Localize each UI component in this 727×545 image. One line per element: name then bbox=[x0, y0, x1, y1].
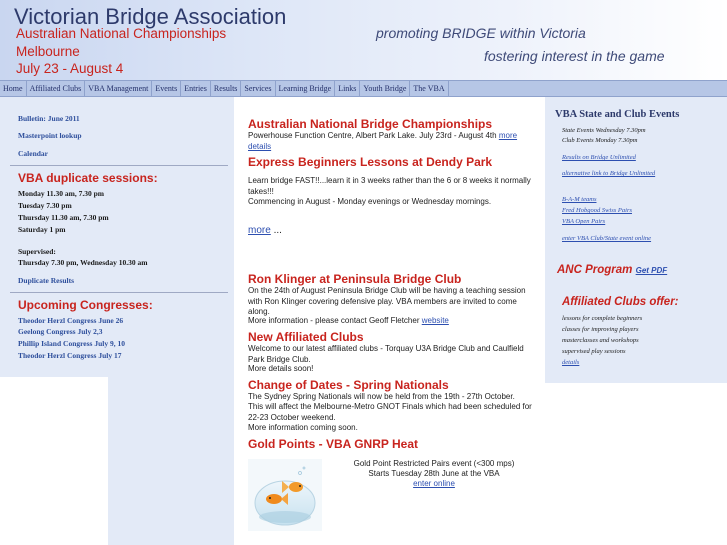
congress-link[interactable]: Theodor Herzl Congress July 17 bbox=[18, 351, 122, 360]
alternative-bridge-unlimited-link[interactable]: alternative link to Bridge Unlimited bbox=[562, 170, 656, 177]
divider bbox=[10, 165, 228, 166]
new-clubs-text-2: More details soon! bbox=[248, 364, 314, 373]
anc-text: Powerhouse Function Centre, Albert Park Lake. July 23rd - August 4th more details bbox=[248, 131, 518, 151]
right-sidebar bbox=[545, 97, 727, 545]
change-text-3: More information coming soon. bbox=[248, 423, 358, 432]
affiliated-clubs-offer-heading: Affiliated Clubs offer: bbox=[562, 296, 679, 308]
nav-affiliated-clubs[interactable]: Affiliated Clubs bbox=[27, 81, 86, 96]
new-affiliated-clubs-heading[interactable]: New Affiliated Clubs bbox=[248, 330, 364, 344]
fred-hobgood-swiss-pairs-link[interactable]: Fred Hobgood Swiss Pairs bbox=[562, 207, 632, 214]
clubs-offer-item: masterclasses and workshops bbox=[562, 337, 639, 344]
gold-points-heading[interactable]: Gold Points - VBA GNRP Heat bbox=[248, 437, 419, 451]
nav-events[interactable]: Events bbox=[152, 81, 181, 96]
nav-vba-management[interactable]: VBA Management bbox=[85, 81, 152, 96]
nav-services[interactable]: Services bbox=[241, 81, 275, 96]
goldfish-bowl-image bbox=[248, 459, 322, 531]
change-text-2: This will affect the Melbourne-Metro GNOT Finals which had been scheduled for 22-23 October weekend. bbox=[248, 402, 532, 422]
site-title: Victorian Bridge Association bbox=[14, 4, 287, 29]
website-link[interactable]: website bbox=[421, 316, 449, 325]
clubs-offer-item: supervised play sessions bbox=[562, 348, 626, 355]
supervised-label: Supervised: bbox=[18, 247, 56, 256]
more-row: more ... bbox=[248, 225, 282, 236]
gold-points-details: Gold Point Restricted Pairs event (<300 mps) Starts Tuesday 28th June at the VBA enter online bbox=[334, 459, 534, 489]
ron-klinger-heading[interactable]: Ron Klinger at Peninsula Bridge Club bbox=[248, 272, 462, 286]
state-club-events-heading: VBA State and Club Events bbox=[555, 109, 680, 120]
express-text-2: Commencing in August - Monday evenings or Wednesday mornings. bbox=[248, 197, 492, 206]
nav-learning-bridge[interactable]: Learning Bridge bbox=[276, 81, 336, 96]
event-schedule-item: State Events Wednesday 7.30pm bbox=[562, 127, 646, 134]
session-item: Monday 11.30 am, 7.30 pm bbox=[18, 189, 105, 198]
event-schedule-item: Club Events Monday 7.30pm bbox=[562, 137, 638, 144]
enter-online-link[interactable]: enter online bbox=[413, 479, 455, 488]
supervised-sessions: Thursday 7.30 pm, Wednesday 10.30 am bbox=[18, 258, 148, 267]
clubs-offer-item: lessons for complete beginners bbox=[562, 315, 643, 322]
express-text: Learn bridge FAST!!...learn it in 3 weeks rather than the 6 or 8 weeks it normally takes!!! bbox=[248, 176, 531, 196]
duplicate-sessions-heading: VBA duplicate sessions: bbox=[18, 171, 158, 185]
event-line-1: Australian National Championships bbox=[16, 26, 227, 41]
congress-link[interactable]: Phillip Island Congress July 9, 10 bbox=[18, 339, 125, 348]
event-line-2: Melbourne bbox=[16, 44, 80, 59]
ron-klinger-text-2: More information - please contact Geoff Fletcher website bbox=[248, 316, 449, 325]
nav-links[interactable]: Links bbox=[335, 81, 360, 96]
congress-link[interactable]: Theodor Herzl Congress June 26 bbox=[18, 316, 124, 325]
clubs-offer-item: classes for improving players bbox=[562, 326, 639, 333]
session-item: Thursday 11.30 am, 7.30 pm bbox=[18, 213, 109, 222]
change-of-dates-heading[interactable]: Change of Dates - Spring Nationals bbox=[248, 378, 449, 392]
results-bridge-unlimited-link[interactable]: Results on Bridge Unlimited bbox=[562, 154, 636, 161]
left-sidebar bbox=[0, 97, 234, 545]
event-line-3: July 23 - August 4 bbox=[16, 61, 124, 76]
anc-more-details-link[interactable]: more details bbox=[248, 131, 518, 151]
calendar-link[interactable]: Calendar bbox=[18, 149, 48, 158]
change-text-1: The Sydney Spring Nationals will now be held from the 19th - 27th October. bbox=[248, 392, 515, 401]
session-item: Saturday 1 pm bbox=[18, 225, 66, 234]
enter-event-online-link[interactable]: enter VBA Club/State event online bbox=[562, 235, 652, 242]
divider bbox=[10, 292, 228, 293]
nav-entries[interactable]: Entries bbox=[181, 81, 211, 96]
vba-open-pairs-link[interactable]: VBA Open Pairs bbox=[562, 218, 606, 225]
upcoming-congresses-heading: Upcoming Congresses: bbox=[18, 298, 153, 312]
congress-link[interactable]: Geelong Congress July 2,3 bbox=[18, 327, 103, 336]
masterpoint-lookup-link[interactable]: Masterpoint lookup bbox=[18, 131, 82, 140]
bam-teams-link[interactable]: B-A-M teams bbox=[562, 196, 597, 203]
site-header bbox=[0, 0, 727, 80]
anc-program-heading: ANC Program Get PDF bbox=[557, 264, 668, 276]
nav-youth-bridge[interactable]: Youth Bridge bbox=[360, 81, 410, 96]
ron-klinger-text: On the 24th of August Peninsula Bridge Club will be having a teaching session with Ron Klinger covering defensive play. VBA members are invited to come along. bbox=[248, 286, 526, 316]
details-link[interactable]: details bbox=[562, 359, 580, 366]
main-content bbox=[234, 97, 545, 545]
more-link[interactable]: more bbox=[248, 225, 271, 236]
tagline-promoting: promoting BRIDGE within Victoria bbox=[376, 25, 586, 41]
bulletin-link[interactable]: Bulletin: June 2011 bbox=[18, 114, 80, 123]
nav-the-vba[interactable]: The VBA bbox=[410, 81, 448, 96]
new-clubs-text: Welcome to our latest affiliated clubs - Torquay U3A Bridge Club and Caulfield Park Bridge Club. bbox=[248, 344, 524, 364]
express-heading[interactable]: Express Beginners Lessons at Dendy Park bbox=[248, 155, 493, 169]
nav-results[interactable]: Results bbox=[211, 81, 242, 96]
get-pdf-link[interactable]: Get PDF bbox=[635, 266, 668, 275]
anc-heading[interactable]: Australian National Bridge Championships bbox=[248, 117, 493, 131]
session-item: Tuesday 7.30 pm bbox=[18, 201, 72, 210]
nav-home[interactable]: Home bbox=[0, 81, 27, 96]
duplicate-results-link[interactable]: Duplicate Results bbox=[18, 276, 75, 285]
main-nav bbox=[0, 80, 727, 97]
tagline-fostering: fostering interest in the game bbox=[484, 48, 665, 64]
